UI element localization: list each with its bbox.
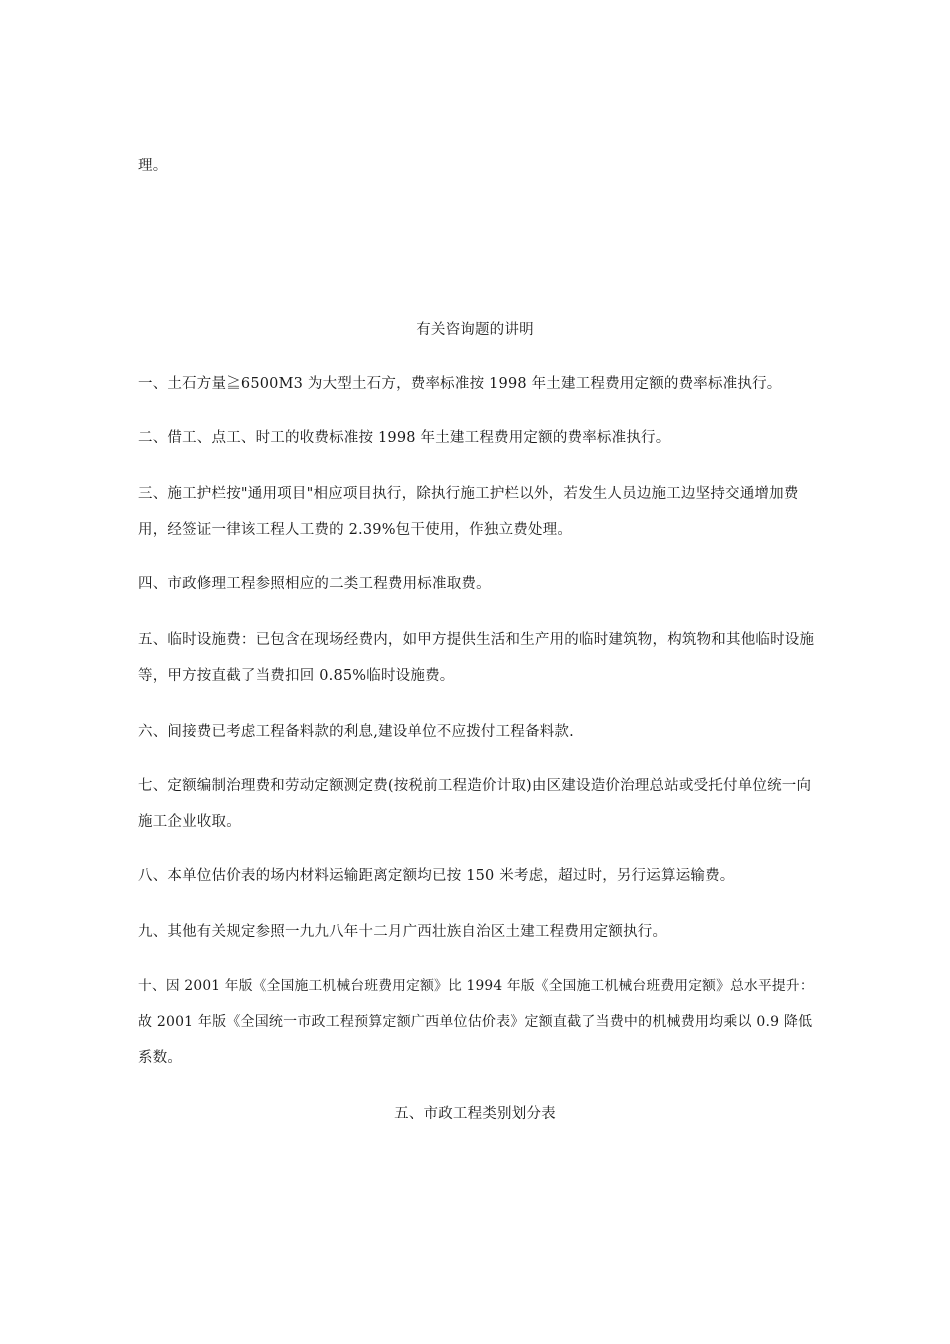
item-6-line-1: 六、间接费已考虑工程备料款的利息,建设单位不应拨付工程备料款.	[138, 724, 574, 740]
item-9-line-1: 九、其他有关规定参照一九九八年十二月广西壮族自治区土建工程费用定额执行。	[138, 924, 668, 940]
section-title: 五、市政工程类别划分表	[394, 1106, 556, 1122]
item-8-line-1: 八、本单位估价表的场内材料运输距离定额均已按 150 米考虑，超过时，另行运算运输费。	[138, 868, 735, 884]
item-1-line-1: 一、土石方量≧6500M3 为大型土石方，费率标准按 1998 年土建工程费用定额的费率标准执行。	[138, 376, 782, 392]
item-3-line-1: 三、施工护栏按"通用项目"相应项目执行，除执行施工护栏以外，若发生人员边施工边坚持交通增加费	[138, 486, 799, 502]
item-4-line-1: 四、市政修理工程参照相应的二类工程费用标准取费。	[138, 576, 491, 592]
item-5-line-2: 等，甲方按直截了当费扣回 0.85%临时设施费。	[138, 668, 455, 684]
item-7-line-1: 七、定额编制治理费和劳动定额测定费(按税前工程造价计取)由区建设造价治理总站或受托付单位统一向	[138, 778, 812, 794]
section-heading: 有关咨询题的讲明	[416, 322, 534, 338]
continued-text-fragment: 理。	[138, 158, 168, 174]
item-5-line-1: 五、临时设施费：已包含在现场经费内，如甲方提供生活和生产用的临时建筑物，构筑物和其他临时设施	[138, 632, 815, 648]
item-7-line-2: 施工企业收取。	[138, 814, 241, 830]
item-2-line-1: 二、借工、点工、时工的收费标准按 1998 年土建工程费用定额的费率标准执行。	[138, 430, 671, 446]
item-10-line-2: 故 2001 年版《全国统一市政工程预算定额广西单位估价表》定额直截了当费中的机械费用均乘以 0.9 降低	[138, 1014, 813, 1030]
item-10-line-3: 系数。	[138, 1050, 183, 1066]
item-10-line-1: 十、因 2001 年版《全国施工机械台班费用定额》比 1994 年版《全国施工机械台班费用定额》总水平提升：	[138, 978, 814, 994]
item-3-line-2: 用，经签证一律该工程人工费的 2.39%包干使用，作独立费处理。	[138, 522, 573, 538]
